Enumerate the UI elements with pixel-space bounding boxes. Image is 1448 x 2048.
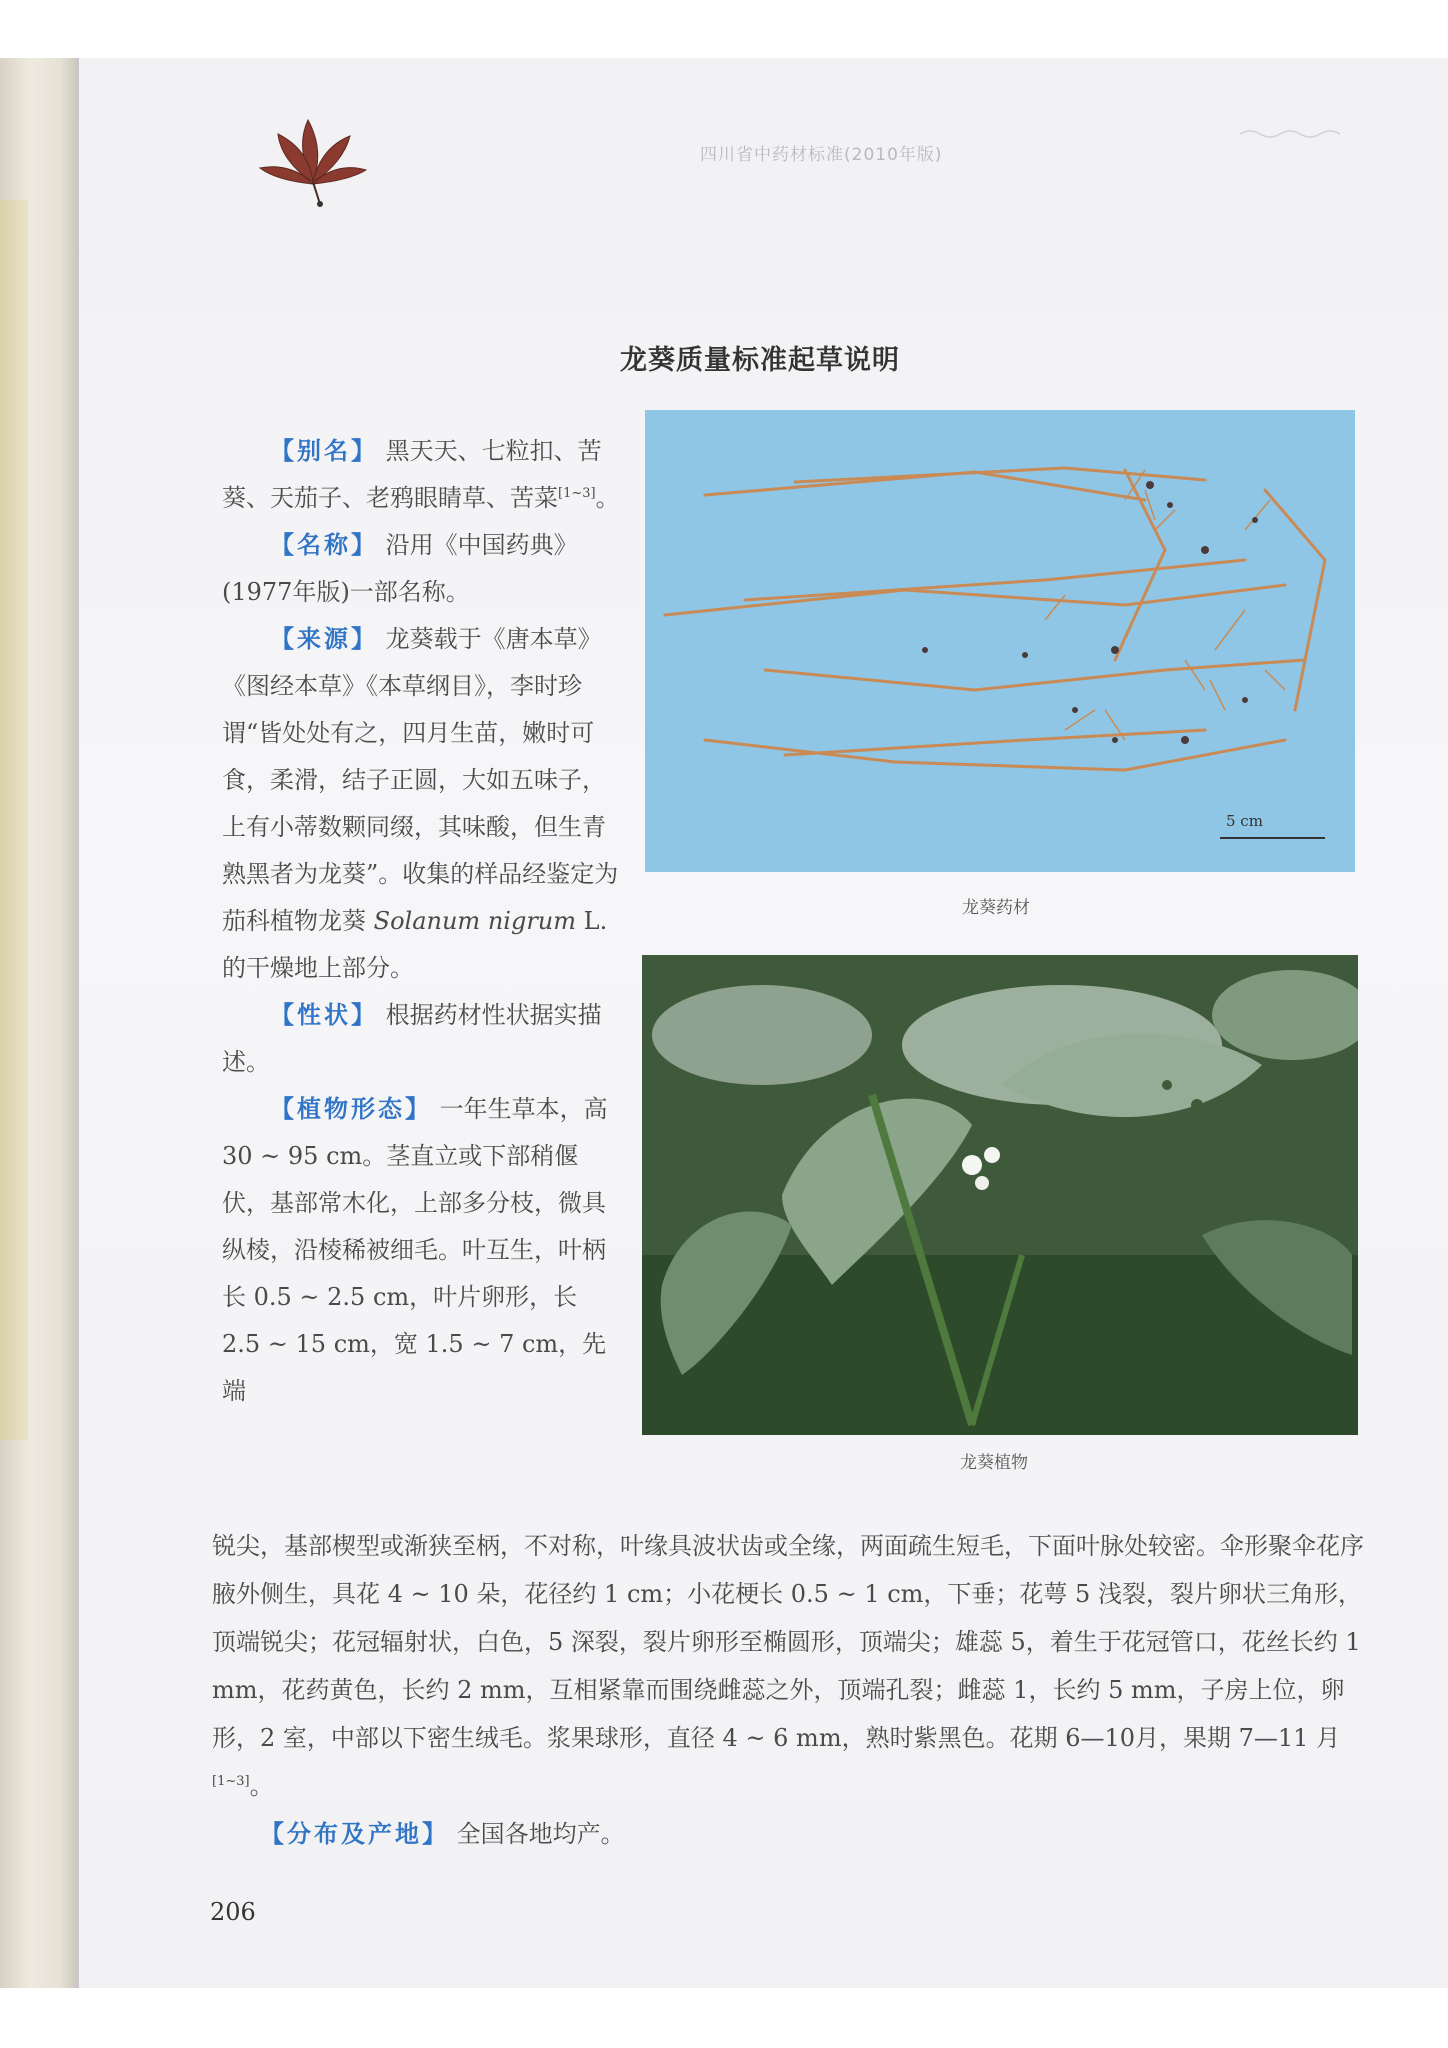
alias-ref: [1~3] <box>558 486 596 501</box>
leaf-logo-icon <box>258 112 368 212</box>
morphology-text-column: 一年生草本，高 30 ~ 95 cm。茎直立或下部稍偃伏，基部常木化，上部多分枝，微具纵棱，沿棱稀被细毛。叶互生，叶柄长 0.5 ~ 2.5 cm，叶片卵形，长 2.5 ~ 15 cm，宽 1.5 ~ 7 cm，先端 <box>222 1095 608 1405</box>
character-heading: 【性状】 <box>270 1001 378 1029</box>
previous-page-edge <box>0 200 28 1440</box>
plant-photo-caption: 龙葵植物 <box>960 1453 1028 1473</box>
top-margin <box>0 0 1448 58</box>
page-title: 龙葵质量标准起草说明 <box>620 345 900 376</box>
morphology-section <box>222 1086 622 1415</box>
plant-photo <box>642 955 1358 1435</box>
name-section <box>222 522 622 616</box>
distribution-text: 全国各地均产。 <box>456 1820 625 1848</box>
alias-section <box>222 428 622 522</box>
morphology-end: 。 <box>249 1772 274 1800</box>
source-section <box>222 616 622 992</box>
alias-end: 。 <box>595 484 620 512</box>
full-width-text <box>212 1522 1372 1858</box>
scale-bar-label: 5 cm <box>1226 812 1263 830</box>
name-heading: 【名称】 <box>270 531 378 559</box>
source-text-end: L.的干燥地上部分。 <box>222 907 608 982</box>
decorative-line-icon <box>1240 128 1340 140</box>
herb-photo-caption: 龙葵药材 <box>962 898 1030 918</box>
page-number: 206 <box>210 1898 256 1926</box>
morphology-text-full: 锐尖，基部楔型或渐狭至柄，不对称，叶缘具波状齿或全缘，两面疏生短毛，下面叶脉处较密。伞形聚伞花序腋外侧生，具花 4 ~ 10 朵，花径约 1 cm；小花梗长 0.5 ~ 1 cm，下垂；花萼 5 浅裂，裂片卵状三角形，顶端锐尖；花冠辐射状，白色，5 深裂，裂片卵形至椭圆形，顶端尖；雄蕊 5，着生于花冠管口，花丝长约 1 mm，花药黄色，长约 2 mm，互相紧靠而围绕雌蕊之外，顶端孔裂；雌蕊 1，长约 5 mm，子房上位，卵形，2 室，中部以下密生绒毛。浆果球形，直径 4 ~ 6 mm，熟时紫黑色。花期 6—10月，果期 7—11 月 <box>212 1532 1364 1752</box>
alias-heading: 【别名】 <box>270 437 378 465</box>
morphology-heading: 【植物形态】 <box>270 1095 432 1123</box>
alias-text: 黑天天、七粒扣、苦葵、天茄子、老鸦眼睛草、苦菜 <box>222 437 602 512</box>
distribution-section <box>212 1810 1372 1858</box>
morphology-continuation <box>212 1522 1372 1810</box>
source-text: 龙葵载于《唐本草》《图经本草》《本草纲目》，李时珍谓“皆处处有之，四月生苗，嫩时可食，柔滑，结子正圆，大如五味子，上有小蒂数颗同缀，其味酸，但生青熟黑者为龙葵”。收集的样品经鉴定为茄科植物龙葵 <box>222 625 619 935</box>
character-section <box>222 992 622 1086</box>
herb-photo <box>645 410 1355 872</box>
distribution-heading: 【分布及产地】 <box>260 1820 449 1848</box>
running-head: 四川省中药材标准(2010年版) <box>700 145 943 165</box>
character-text: 根据药材性状据实描述。 <box>222 1001 602 1076</box>
source-latin-name: Solanum nigrum <box>373 907 576 935</box>
name-text: 沿用《中国药典》(1977年版)一部名称。 <box>222 531 578 606</box>
source-heading: 【来源】 <box>270 625 378 653</box>
text-column <box>222 428 622 1415</box>
morphology-ref: [1~3] <box>212 1774 250 1789</box>
bottom-margin <box>0 1988 1448 2048</box>
